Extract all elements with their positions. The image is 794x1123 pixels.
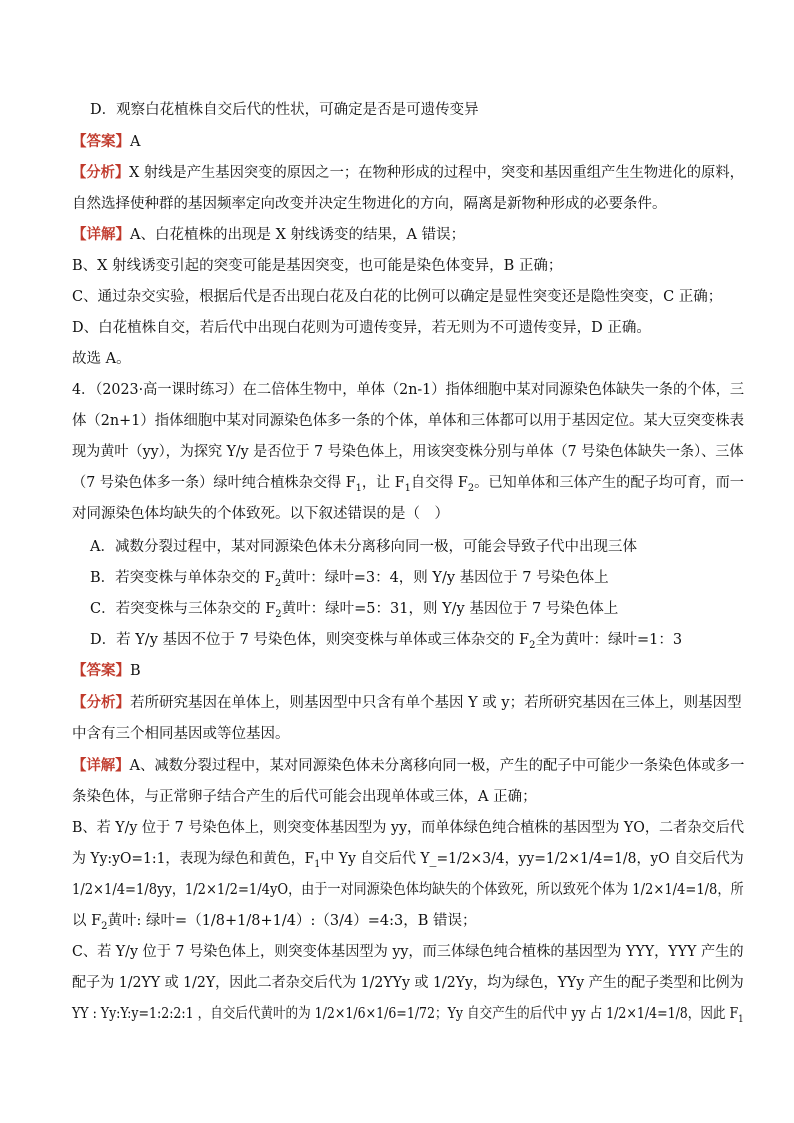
subscript-1: 1 [738, 1013, 744, 1025]
q4-option-b-text-1: B．若突变株与单体杂交的 F [90, 570, 275, 586]
detail-tag: 【详解】 [72, 226, 130, 243]
subscript-1: 1 [314, 858, 321, 870]
analysis-tag: 【分析】 [72, 694, 130, 711]
q4-stem-line-1: 4．（2023·高一课时练习）在二倍体生物中，单体（2n-1）指体细胞中某对同源染色体缺失一条的个体，三 [72, 382, 745, 398]
subscript-1: 1 [355, 482, 362, 494]
q3-detail-line-2: B、X 射线诱变引起的突变可能是基因突变，也可能是染色体变异，B 正确； [72, 258, 563, 274]
q4-detail-b-line-3: 1/2×1/4=1/8yy，1/2×1/2=1/4yO，由于一对同源染色体均缺失的个体致死，所以致死个体为 1/2×1/4=1/8，所 [72, 882, 744, 898]
q4-detail-b-text-4b: 黄叶: 绿叶=（1/8+1/8+1/4）:（3/4）=4:3，B 错误； [107, 913, 477, 929]
q4-detail-b-line-2 [72, 849, 744, 869]
q3-analysis-line-2: 自然选择使种群的基因频率定向改变并决定生物进化的方向，隔离是新物种形成的必要条件。 [72, 196, 667, 212]
analysis-tag: 【分析】 [72, 164, 130, 181]
q4-detail-a-line-2: 条染色体，与正常卵子结合产生的后代可能会出现单体或三体，A 正确； [72, 789, 537, 805]
detail-tag: 【详解】 [72, 757, 130, 774]
q4-stem-line-4 [72, 473, 744, 493]
q4-option-c-text-1: C．若突变株与三体杂交的 F [90, 601, 276, 617]
q4-detail-c-text-3: YY : Yy:Y:y=1:2:2:1 ，自交后代黄叶的为 1/2×1/6×1/6=1/72；Yy 自交产生的后代中 yy 占 1/2×1/4=1/8，因此 F [72, 1006, 739, 1022]
q4-stem-4a: （7 号染色体多一条）绿叶纯合植株杂交得 F [72, 475, 356, 491]
q4-detail-b-text-2a: 为 Yy:yO=1:1，表现为绿色和黄色，F [72, 851, 315, 867]
q4-stem-line-5: 对同源染色体均缺失的个体致死。以下叙述错误的是（ ） [72, 506, 449, 522]
q4-option-a: A．减数分裂过程中，某对同源染色体未分离移向同一极，可能会导致子代中出现三体 [90, 539, 637, 555]
q3-detail-line-4: D、白花植株自交，若后代中出现白花则为可遗传变异，若无则为不可遗传变异，D 正确。 [72, 320, 651, 336]
q3-option-d: D．观察白花植株自交后代的性状，可确定是否是可遗传变异 [90, 102, 479, 118]
answer-tag: 【答案】 [72, 662, 130, 679]
q3-conclusion: 故选 A。 [72, 351, 131, 367]
subscript-2: 2 [529, 639, 536, 651]
q4-option-d-text-1: D．若 Y/y 基因不位于 7 号染色体，则突变株与单体或三体杂交的 F [90, 632, 530, 648]
q4-stem-4b: ，让 F [361, 475, 405, 491]
q4-stem-line-2: 体（2n+1）指体细胞中某对同源染色体多一条的个体，单体和三体都可以用于基因定位。某大豆突变株表 [72, 413, 744, 429]
q4-detail-c-line-2: 配子为 1/2YY 或 1/2Y，因此二者杂交后代为 1/2YYy 或 1/2Yy，均为绿色，YYy 产生的配子类型和比例为 [72, 975, 744, 991]
q4-option-d [90, 630, 682, 650]
q3-detail-text-1: A、白花植株的出现是 X 射线诱变的结果，A 错误； [130, 227, 466, 243]
subscript-1: 1 [404, 482, 411, 494]
q4-detail-b-text-4a: 以 F [72, 913, 102, 929]
q4-stem-4d: 。已知单体和三体产生的配子均可育，而一 [474, 475, 744, 491]
subscript-2: 2 [101, 920, 108, 932]
q4-stem-line-3: 现为黄叶（yy），为探究 Y/y 是否位于 7 号染色体上，用该突变株分别与单体（7 号染色体缺失一条）、三体 [72, 444, 744, 460]
q3-detail-line-3: C、通过杂交实验，根据后代是否出现白花及白花的比例可以确定是显性突变还是隐性突变，C 正确； [72, 289, 723, 305]
q4-answer-value: B [130, 663, 141, 679]
q3-answer-value: A [130, 134, 141, 150]
q4-analysis-text-1: 若所研究基因在单体上，则基因型中只含有单个基因 Y 或 y；若所研究基因在三体上，则基因型 [130, 695, 742, 711]
q3-answer-line [72, 132, 140, 152]
q4-detail-a-text-1: A、减数分裂过程中，某对同源染色体未分离移向同一极，产生的配子中可能少一条染色体或多一 [129, 758, 745, 774]
subscript-2: 2 [274, 577, 282, 589]
q4-detail-c-line-1: C、若 Y/y 位于 7 号染色体上，则突变体基因型为 yy，而三体绿色纯合植株的基因型为 YYY，YYY 产生的 [72, 944, 744, 960]
subscript-2: 2 [467, 482, 475, 494]
q4-detail-a-line-1 [72, 756, 744, 776]
q4-detail-b-line-4 [72, 911, 476, 931]
q4-analysis-line-1 [72, 693, 742, 713]
q4-stem-4c: 自交得 F [410, 475, 468, 491]
q4-analysis-line-2: 中含有三个相同基因或等位基因。 [72, 726, 290, 742]
q4-detail-c-line-3 [72, 1004, 744, 1024]
q4-option-b-text-2: 黄叶：绿叶=3：4，则 Y/y 基因位于 7 号染色体上 [281, 570, 609, 586]
q4-answer-line [72, 661, 141, 681]
q4-option-c [90, 599, 618, 619]
q4-option-d-text-2: 全为黄叶：绿叶=1：3 [535, 632, 683, 648]
q3-analysis-text-1: X 射线是产生基因突变的原因之一；在物种形成的过程中，突变和基因重组产生生物进化的原料， [129, 165, 744, 181]
q4-detail-b-line-1: B、若 Y/y 位于 7 号染色体上，则突变体基因型为 yy，而单体绿色纯合植株的基因型为 YO，二者杂交后代 [72, 820, 745, 836]
q4-option-b [90, 568, 609, 588]
q4-detail-b-text-2b: 中 Yy 自交后代 Y_=1/2×3/4，yy=1/2×1/4=1/8，yO 自交后代为 [320, 851, 744, 867]
subscript-2: 2 [275, 608, 282, 620]
q4-option-c-text-2: 黄叶：绿叶=5：31，则 Y/y 基因位于 7 号染色体上 [281, 601, 619, 617]
answer-tag: 【答案】 [72, 133, 130, 150]
q3-analysis-line-1 [72, 163, 744, 183]
q3-detail-line-1 [72, 225, 465, 245]
